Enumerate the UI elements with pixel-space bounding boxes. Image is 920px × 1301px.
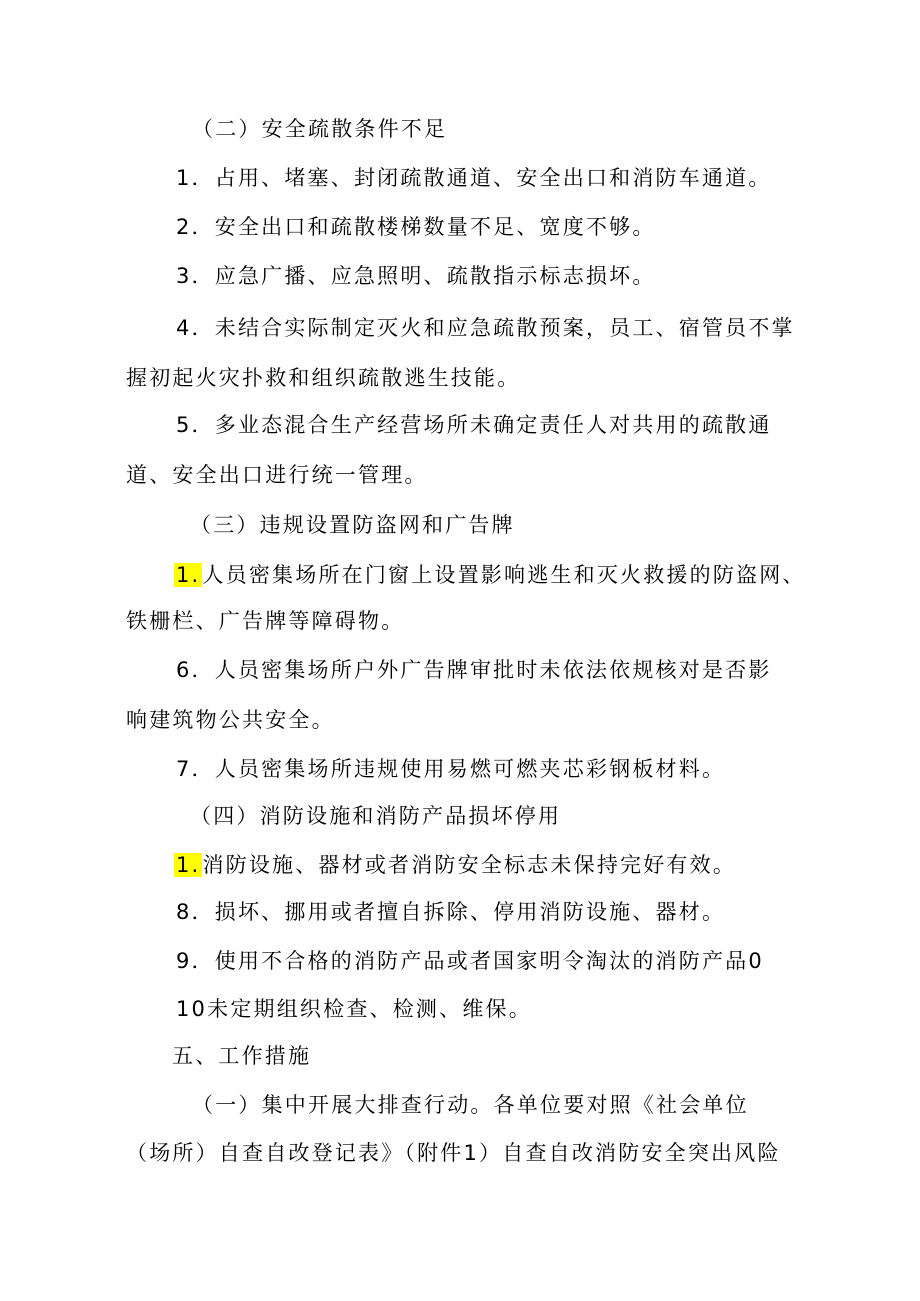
paragraph-line	[174, 850, 736, 880]
paragraph-line: 4．未结合实际制定灭火和应急疏散预案，员工、宿管员不掌	[176, 316, 795, 340]
paragraph-line: （一）集中开展大排查行动。各单位要对照《社会单位	[192, 1093, 749, 1117]
paragraph-line: 1．占用、堵塞、封闭疏散通道、安全出口和消防车通道。	[176, 166, 772, 190]
paragraph-line: （场所）自查自改登记表》（附件1）自查自改消防安全突出风险	[126, 1141, 781, 1165]
section-heading-2: （二）安全疏散条件不足	[192, 117, 448, 141]
paragraph-text: 人员密集场所在门窗上设置影响逃生和灭火救援的防盗网、	[202, 563, 806, 587]
paragraph-line: 铁栅栏、广告牌等障碍物。	[126, 609, 405, 633]
paragraph-text: 消防设施、器材或者消防安全标志未保持完好有效。	[202, 853, 737, 877]
highlighted-marker: 1.	[176, 563, 201, 587]
paragraph-line	[174, 560, 806, 590]
section-heading-3: （三）违规设置防盗网和广告牌	[190, 513, 515, 537]
paragraph-line: 10未定期组织检查、检测、维保。	[176, 997, 532, 1021]
paragraph-line: 7．人员密集场所违规使用易燃可燃夹芯彩钢板材料。	[176, 757, 726, 781]
paragraph-line: 5．多业态混合生产经营场所未确定责任人对共用的疏散通	[176, 413, 772, 437]
paragraph-line: 响建筑物公共安全。	[126, 708, 335, 732]
paragraph-line: 2．安全出口和疏散楼梯数量不足、宽度不够。	[176, 215, 656, 239]
paragraph-line: 6．人员密集场所户外广告牌审批时未依法依规核对是否影	[176, 658, 772, 682]
paragraph-line: 3．应急广播、应急照明、疏散指示标志损坏。	[176, 264, 656, 288]
highlighted-marker: 1.	[176, 853, 201, 877]
paragraph-line: 8．损坏、挪用或者擅自拆除、停用消防设施、器材。	[176, 900, 726, 924]
paragraph-line: 握初起火灾扑救和组织疏散逃生技能。	[126, 366, 521, 390]
paragraph-line: 9．使用不合格的消防产品或者国家明令淘汰的消防产品0	[176, 949, 764, 973]
section-heading-5: 五、工作措施	[172, 1044, 312, 1068]
section-heading-4: （四）消防设施和消防产品损坏停用	[190, 804, 562, 828]
paragraph-line: 道、安全出口进行统一管理。	[126, 463, 428, 487]
